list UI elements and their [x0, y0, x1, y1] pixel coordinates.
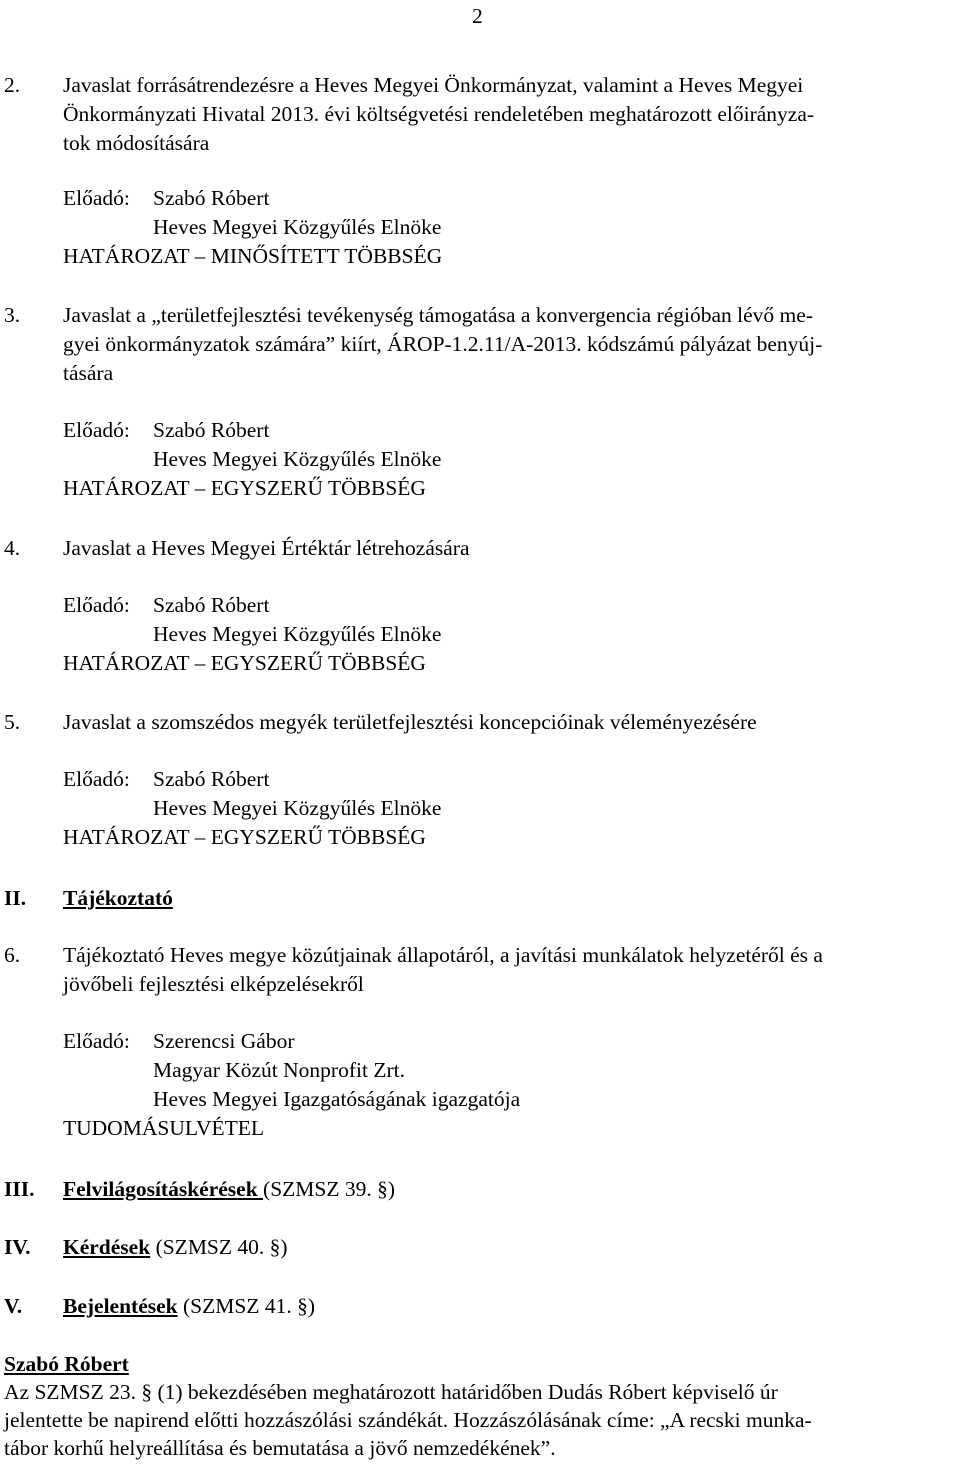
- item-title-line: tok módosítására: [63, 131, 210, 155]
- presenter-role: Heves Megyei Közgyűlés Elnöke: [153, 215, 442, 239]
- closing-line: Az SZMSZ 23. § (1) bekezdésében meghatározott határidőben Dudás Róbert képviselő úr: [4, 1380, 778, 1404]
- item-number: 4.: [4, 536, 21, 560]
- section-line: [63, 1175, 395, 1204]
- section-title: Tájékoztató: [63, 886, 173, 910]
- presenter-label: Előadó:: [63, 767, 130, 791]
- presenter-name: Szabó Róbert: [153, 767, 270, 791]
- presenter-name: Szabó Róbert: [153, 418, 270, 442]
- section-title: Bejelentések: [63, 1294, 178, 1318]
- item-number: 2.: [4, 73, 21, 97]
- presenter-name: Szabó Róbert: [153, 593, 270, 617]
- item-title-line: Javaslat a szomszédos megyék területfejlesztési koncepcióinak véleményezésére: [63, 710, 757, 734]
- presenter-label: Előadó:: [63, 593, 130, 617]
- section-roman-numeral: III.: [4, 1177, 35, 1201]
- section-reference: (SZMSZ 41. §): [177, 1294, 316, 1318]
- item-title-line: Önkormányzati Hivatal 2013. évi költségvetési rendeletében meghatározott előirányza-: [63, 102, 815, 126]
- presenter-name: Szabó Róbert: [153, 186, 270, 210]
- item-number: 3.: [4, 303, 21, 327]
- item-number: 6.: [4, 943, 21, 967]
- item-title-line: Tájékoztató Heves megye közútjainak állapotáról, a javítási munkálatok helyzetéről és a: [63, 943, 823, 967]
- item-number: 5.: [4, 710, 21, 734]
- item-title-line: tására: [63, 361, 114, 385]
- section-reference: (SZMSZ 40. §): [150, 1235, 288, 1259]
- item-title-line: gyei önkormányzatok számára” kiírt, ÁROP-1.2.11/A-2013. kódszámú pályázat benyúj-: [63, 332, 823, 356]
- decision-type: HATÁROZAT – EGYSZERŰ TÖBBSÉG: [63, 651, 426, 675]
- presenter-label: Előadó:: [63, 418, 130, 442]
- presenter-name: Szerencsi Gábor: [153, 1029, 295, 1053]
- decision-type: TUDOMÁSULVÉTEL: [63, 1116, 265, 1140]
- presenter-role: Heves Megyei Közgyűlés Elnöke: [153, 796, 442, 820]
- closing-line: tábor korhű helyreállítása és bemutatása a jövő nemzedékének”.: [4, 1436, 556, 1460]
- item-title-line: Javaslat forrásátrendezésre a Heves Megyei Önkormányzat, valamint a Heves Megyei: [63, 73, 804, 97]
- section-title: Felvilágosításkérések: [63, 1177, 264, 1201]
- closing-line: jelentette be napirend előtti hozzászólási szándékát. Hozzászólásának címe: „A recski munka-: [4, 1408, 812, 1432]
- decision-type: HATÁROZAT – EGYSZERŰ TÖBBSÉG: [63, 476, 426, 500]
- section-reference: (SZMSZ 39. §): [263, 1177, 396, 1201]
- section-roman-numeral: IV.: [4, 1235, 31, 1259]
- presenter-role: Heves Megyei Igazgatóságának igazgatója: [153, 1087, 521, 1111]
- presenter-label: Előadó:: [63, 1029, 130, 1053]
- section-line: [63, 1233, 288, 1262]
- section-title: Kérdések: [63, 1235, 151, 1259]
- item-title-line: Javaslat a „területfejlesztési tevékenység támogatása a konvergencia régióban lévő me-: [63, 303, 813, 327]
- page-number: 2: [472, 4, 483, 28]
- section-line: [63, 1292, 315, 1321]
- item-title-line: Javaslat a Heves Megyei Értéktár létrehozására: [63, 536, 470, 560]
- presenter-label: Előadó:: [63, 186, 130, 210]
- section-roman-numeral: V.: [4, 1294, 23, 1318]
- presenter-role: Magyar Közút Nonprofit Zrt.: [153, 1058, 405, 1082]
- closing-name: Szabó Róbert: [4, 1352, 129, 1376]
- decision-type: HATÁROZAT – EGYSZERŰ TÖBBSÉG: [63, 825, 426, 849]
- presenter-role: Heves Megyei Közgyűlés Elnöke: [153, 447, 442, 471]
- presenter-role: Heves Megyei Közgyűlés Elnöke: [153, 622, 442, 646]
- section-roman-numeral: II.: [4, 886, 27, 910]
- item-title-line: jövőbeli fejlesztési elképzelésekről: [63, 972, 364, 996]
- decision-type: HATÁROZAT – MINŐSÍTETT TÖBBSÉG: [63, 244, 443, 268]
